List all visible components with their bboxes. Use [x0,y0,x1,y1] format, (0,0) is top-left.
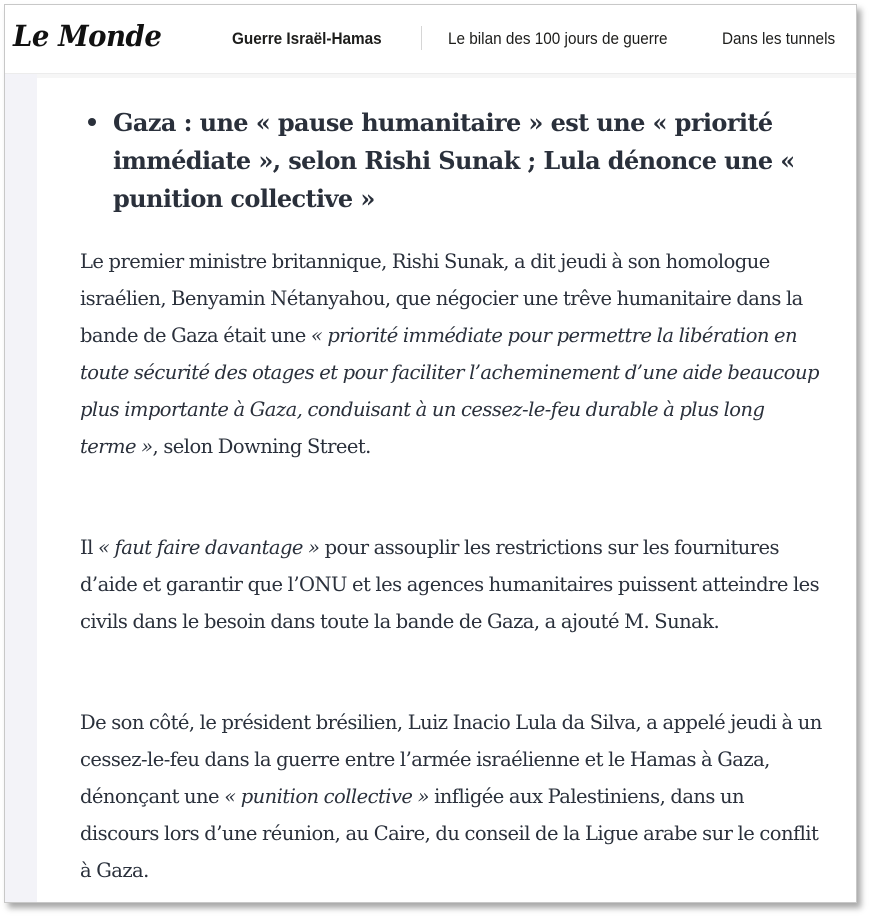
site-header [5,5,856,74]
paragraph-text: pour assouplir les restrictions sur les fournitures d’aide et garantir que l’ONU et les agences humanitaires puissent atteindre les civils dans le besoin dans toute la bande de Gaza, a ajouté M. Sunak. [80,536,820,633]
paragraph-text: Il [80,536,98,559]
quote-text: « punition collective » [224,785,429,808]
paragraph-1 [80,243,825,465]
paragraph-text: , selon Downing Street. [152,435,371,458]
le-monde-logo[interactable]: Le Monde [13,19,162,53]
nav-divider [421,26,422,50]
paragraph-2 [80,529,825,640]
screenshot-frame [4,4,857,903]
paragraph-text: De son côté, le président brésilien, Luiz Inacio Lula da Silva, a appelé jeudi à un cessez-le-feu dans la guerre entre l’armée israélienne et le Hamas à Gaza, dénonçant une [80,711,822,808]
quote-text: « priorité immédiate pour permettre la libération en toute sécurité des otages et pour faciliter l’acheminement d’une aide beaucoup plus importante à Gaza, conduisant à un cessez-le-feu durable à plus long terme » [80,324,819,458]
quote-text: « faut faire davantage » [98,536,320,559]
article-body [37,78,856,902]
nav-link-bilan-100-jours[interactable]: Le bilan des 100 jours de guerre [448,29,668,48]
paragraph-text: infligée aux Palestiniens, dans un discours lors d’une réunion, au Caire, du conseil de la Ligue arabe sur le conflit à Gaza. [80,785,819,882]
paragraph-text: Le premier ministre britannique, Rishi Sunak, a dit jeudi à son homologue israélien, Benyamin Nétanyahou, que négocier une trêve humanitaire dans la bande de Gaza était une [80,250,803,347]
article-headline[interactable]: Gaza : une « pause humanitaire » est une « priorité immédiate », selon Rishi Sunak ; Lula dénonce une « punition collective » [113,108,795,213]
nav-link-dans-les-tunnels[interactable]: Dans les tunnels [722,29,836,48]
nav-link-guerre-israel-hamas[interactable]: Guerre Israël-Hamas [232,29,382,48]
paragraph-3 [80,704,825,889]
left-margin-strip [5,74,37,902]
